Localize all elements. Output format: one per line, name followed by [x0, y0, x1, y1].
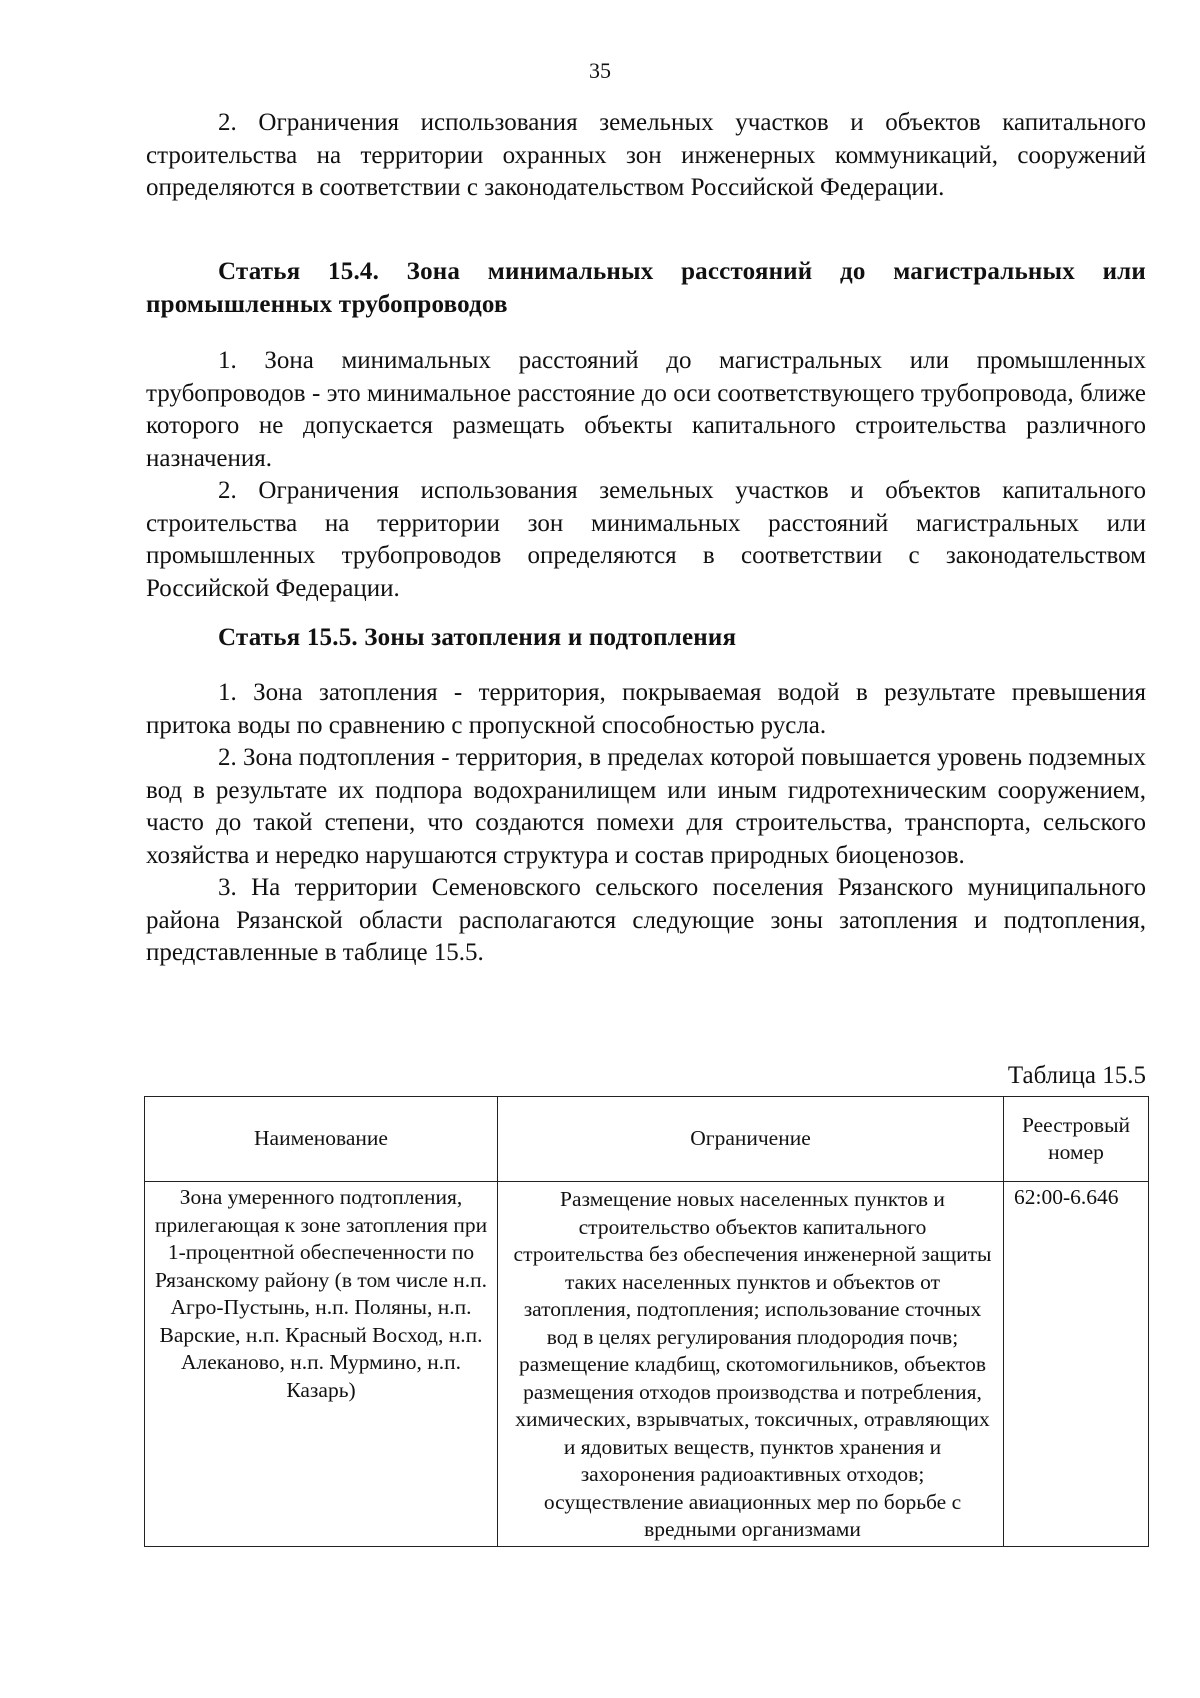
section-15-3-item-2: 2. Ограничения использования земельных участков и объектов капитального строительства на территории охранных зон инженерных коммуникаций, сооружений определяются в соответствии с законодательством Российской Федерации.	[146, 109, 1146, 201]
article-15-5-item-1: 1. Зона затопления - территория, покрываемая водой в результате превышения притока воды по сравнению с пропускной способностью русла.	[146, 679, 1146, 739]
cell-restriction: Размещение новых населенных пунктов и строительство объектов капитального строительства без обеспечения инженерной защиты таких населенных пунктов и объектов от затопления, подтопления; использование сточных вод в целях регулирования плодородия почв; размещение кладбищ, скотомогильников, объектов размещения отходов производства и потребления, химических, взрывчатых, токсичных, отравляющих и ядовитых веществ, пунктов хранения и захоронения радиоактивных отходов; осуществление авиационных мер по борьбе с вредными организмами	[498, 1182, 1004, 1547]
header-name: Наименование	[145, 1097, 498, 1182]
article-15-5-title: Статья 15.5. Зоны затопления и подтопления	[218, 624, 737, 651]
header-registry: Реестровый номер	[1004, 1097, 1149, 1182]
table-caption: Таблица 15.5	[1007, 1062, 1146, 1089]
page-number: 35	[589, 58, 611, 83]
zones-table	[144, 1096, 1149, 1547]
article-15-5-item-2: 2. Зона подтопления - территория, в пределах которой повышается уровень подземных вод в результате их подпора водохранилищем или иным гидротехническим сооружением, часто до такой степени, что создаются помехи для строительства, транспорта, сельского хозяйства и нередко нарушаются структура и состав природных биоценозов.	[146, 744, 1146, 869]
article-15-4-item-2: 2. Ограничения использования земельных участков и объектов капитального строительства на территории зон минимальных расстояний магистральных или промышленных трубопроводов определяются в соответствии с законодательством Российской Федерации.	[146, 477, 1146, 602]
article-15-5-item-3: 3. На территории Семеновского сельского поселения Рязанского муниципального района Рязанской области располагаются следующие зоны затопления и подтопления, представленные в таблице 15.5.	[146, 874, 1146, 966]
table-row	[145, 1182, 1149, 1547]
cell-zone-name: Зона умеренного подтопления, прилегающая к зоне затопления при 1-процентной обеспеченности по Рязанскому району (в том числе н.п. Агро-Пустынь, н.п. Поляны, н.п. Варские, н.п. Красный Восход, н.п. Алеканово, н.п. Мурмино, н.п. Казарь)	[145, 1182, 498, 1547]
article-15-4-title: Статья 15.4. Зона минимальных расстояний до магистральных или промышленных трубопроводов	[146, 258, 1146, 318]
table-header-row	[145, 1097, 1149, 1182]
header-restriction: Ограничение	[498, 1097, 1004, 1182]
cell-registry-number: 62:00-6.646	[1004, 1182, 1149, 1547]
article-15-4-item-1: 1. Зона минимальных расстояний до магистральных или промышленных трубопроводов - это минимальное расстояние до оси соответствующего трубопровода, ближе которого не допускается размещать объекты капитального строительства различного назначения.	[146, 347, 1146, 472]
